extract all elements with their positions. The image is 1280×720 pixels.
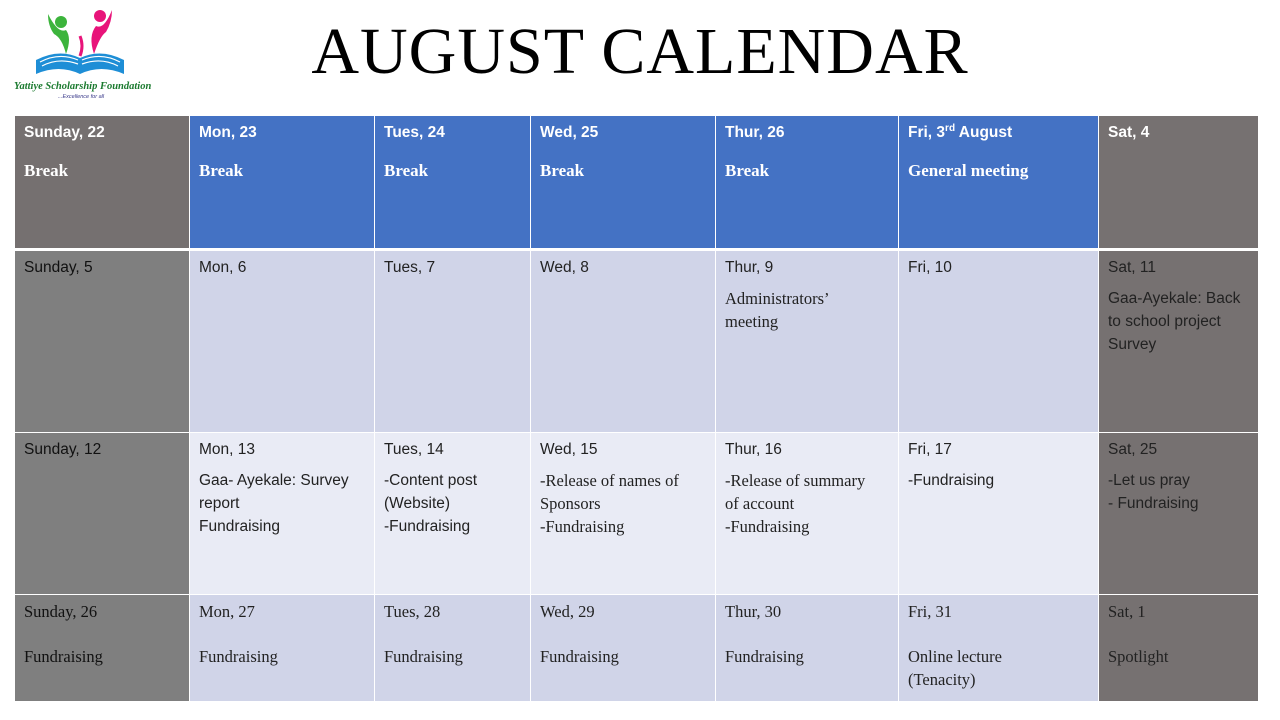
- calendar-day-cell: [15, 433, 190, 595]
- event-line: (Website): [384, 495, 451, 512]
- day-date-label: Sunday, 26: [24, 602, 98, 621]
- day-date-label: Sat, 25: [1108, 441, 1158, 458]
- day-date-label: Wed, 15: [540, 441, 598, 458]
- day-date-label: Tues, 28: [384, 602, 441, 621]
- event-line: (Tenacity): [908, 670, 976, 689]
- event-line: Administrators’: [725, 289, 830, 308]
- day-date-label: Fri, 31: [908, 602, 953, 621]
- calendar-day-cell: [531, 116, 716, 250]
- day-event-text: [540, 469, 706, 538]
- calendar-day-cell: [716, 116, 899, 250]
- day-event-text: [384, 469, 521, 538]
- day-event-text: [725, 469, 889, 538]
- day-date-label: Wed, 29: [540, 602, 595, 621]
- day-date-number: Fri, 3: [908, 124, 946, 141]
- calendar-day-cell: [15, 116, 190, 250]
- calendar-day-cell: [190, 116, 375, 250]
- event-line: -Content post: [384, 472, 478, 489]
- day-event-text: [908, 159, 1089, 182]
- day-event-text: [540, 159, 706, 182]
- calendar-table: [14, 115, 1259, 702]
- day-event-text: [384, 159, 521, 182]
- event-line: Fundraising: [384, 647, 463, 666]
- calendar-day-cell: [15, 595, 190, 702]
- day-date-label: Thur, 16: [725, 441, 782, 458]
- day-date-label: Sat, 11: [1108, 259, 1156, 276]
- calendar-day-cell: [375, 433, 531, 595]
- calendar-day-cell: [190, 595, 375, 702]
- day-date-label: Thur, 30: [725, 602, 782, 621]
- day-event-text: [540, 645, 706, 668]
- day-event-text: [24, 159, 180, 182]
- day-event-text: [24, 645, 180, 668]
- day-date-label: Tues, 14: [384, 441, 444, 458]
- event-line: Break: [725, 161, 770, 180]
- event-line: Break: [199, 161, 244, 180]
- day-date-label: Sunday, 22: [24, 124, 105, 141]
- calendar-day-cell: [375, 595, 531, 702]
- event-line: -Fundraising: [384, 518, 471, 535]
- calendar-day-cell: [531, 433, 716, 595]
- day-event-text: [725, 287, 889, 333]
- page-title: AUGUST CALENDAR: [311, 15, 969, 88]
- day-event-text: [725, 159, 889, 182]
- day-date-label: Thur, 26: [725, 124, 785, 141]
- event-line: Spotlight: [1108, 647, 1169, 666]
- event-line: Sponsors: [540, 494, 601, 513]
- day-date-label: Mon, 13: [199, 441, 256, 458]
- day-event-text: [725, 645, 889, 668]
- event-line: -Release of summary: [725, 471, 866, 490]
- day-date-label: Wed, 8: [540, 259, 589, 276]
- event-line: -Fundraising: [540, 517, 625, 536]
- event-line: Fundraising: [199, 647, 278, 666]
- calendar-day-cell: [531, 595, 716, 702]
- calendar-day-cell: [1099, 595, 1259, 702]
- day-date-ordinal: rd: [945, 122, 956, 134]
- event-line: to school project: [1108, 313, 1221, 330]
- calendar-body: [15, 116, 1259, 702]
- event-line: Break: [24, 161, 69, 180]
- event-line: Online lecture: [908, 647, 1002, 666]
- event-line: - Fundraising: [1108, 495, 1199, 512]
- event-line: meeting: [725, 312, 779, 331]
- day-date-label: Fri, 17: [908, 441, 952, 458]
- calendar-day-cell: [1099, 433, 1259, 595]
- day-event-text: [384, 645, 521, 668]
- event-line: Break: [384, 161, 429, 180]
- day-event-text: [1108, 645, 1249, 668]
- event-line: report: [199, 495, 240, 512]
- day-date-month: August: [955, 124, 1013, 141]
- calendar-day-cell: [531, 250, 716, 433]
- day-event-text: [199, 469, 365, 538]
- event-line: -Fundraising: [908, 472, 995, 489]
- calendar-day-cell: [716, 595, 899, 702]
- day-date-label: Sat, 4: [1108, 124, 1150, 141]
- event-line: Fundraising: [725, 647, 804, 666]
- event-line: -Release of names of: [540, 471, 679, 490]
- calendar-week-row: [15, 250, 1259, 433]
- logo-tagline: ...Excellence for all: [57, 94, 105, 100]
- day-date-label: Mon, 6: [199, 259, 247, 276]
- calendar-week-row: [15, 116, 1259, 250]
- calendar-day-cell: [899, 595, 1099, 702]
- calendar-week-row: [15, 433, 1259, 595]
- day-date-label: Tues, 24: [384, 124, 445, 141]
- event-line: -Let us pray: [1108, 472, 1190, 489]
- calendar-day-cell: [1099, 250, 1259, 433]
- calendar-day-cell: [899, 433, 1099, 595]
- day-date-label: Mon, 23: [199, 124, 257, 141]
- day-date-label: Mon, 27: [199, 602, 255, 621]
- calendar-day-cell: [190, 250, 375, 433]
- day-date-label: Fri, 10: [908, 259, 952, 276]
- event-line: Gaa- Ayekale: Survey: [199, 472, 349, 489]
- event-line: -Fundraising: [725, 517, 810, 536]
- calendar-day-cell: [1099, 116, 1259, 250]
- calendar-day-cell: [716, 250, 899, 433]
- event-line: Fundraising: [24, 647, 103, 666]
- day-event-text: [908, 645, 1089, 691]
- event-line: of account: [725, 494, 795, 513]
- event-line: General meeting: [908, 161, 1029, 180]
- day-date-label: Tues, 7: [384, 259, 436, 276]
- day-date-label: Sat, 1: [1108, 602, 1146, 621]
- calendar-day-cell: [899, 250, 1099, 433]
- calendar-day-cell: [899, 116, 1099, 250]
- day-date-label: Thur, 9: [725, 259, 774, 276]
- day-date-label: Sunday, 12: [24, 441, 102, 458]
- event-line: Break: [540, 161, 585, 180]
- day-date-label: Wed, 25: [540, 124, 599, 141]
- day-event-text: [908, 469, 1089, 492]
- event-line: Fundraising: [199, 518, 280, 535]
- day-date-label: [908, 122, 1089, 144]
- calendar-day-cell: [716, 433, 899, 595]
- logo-name: Yattiye Scholarship Foundation: [14, 81, 152, 92]
- calendar-day-cell: [190, 433, 375, 595]
- event-line: Fundraising: [540, 647, 619, 666]
- calendar-day-cell: [375, 250, 531, 433]
- day-event-text: [1108, 287, 1249, 356]
- day-event-text: [199, 645, 365, 668]
- day-date-label: Sunday, 5: [24, 259, 93, 276]
- calendar-week-row: [15, 595, 1259, 702]
- calendar-day-cell: [15, 250, 190, 433]
- day-event-text: [1108, 469, 1249, 515]
- event-line: Survey: [1108, 336, 1157, 353]
- calendar-day-cell: [375, 116, 531, 250]
- event-line: Gaa-Ayekale: Back: [1108, 290, 1241, 307]
- day-event-text: [199, 159, 365, 182]
